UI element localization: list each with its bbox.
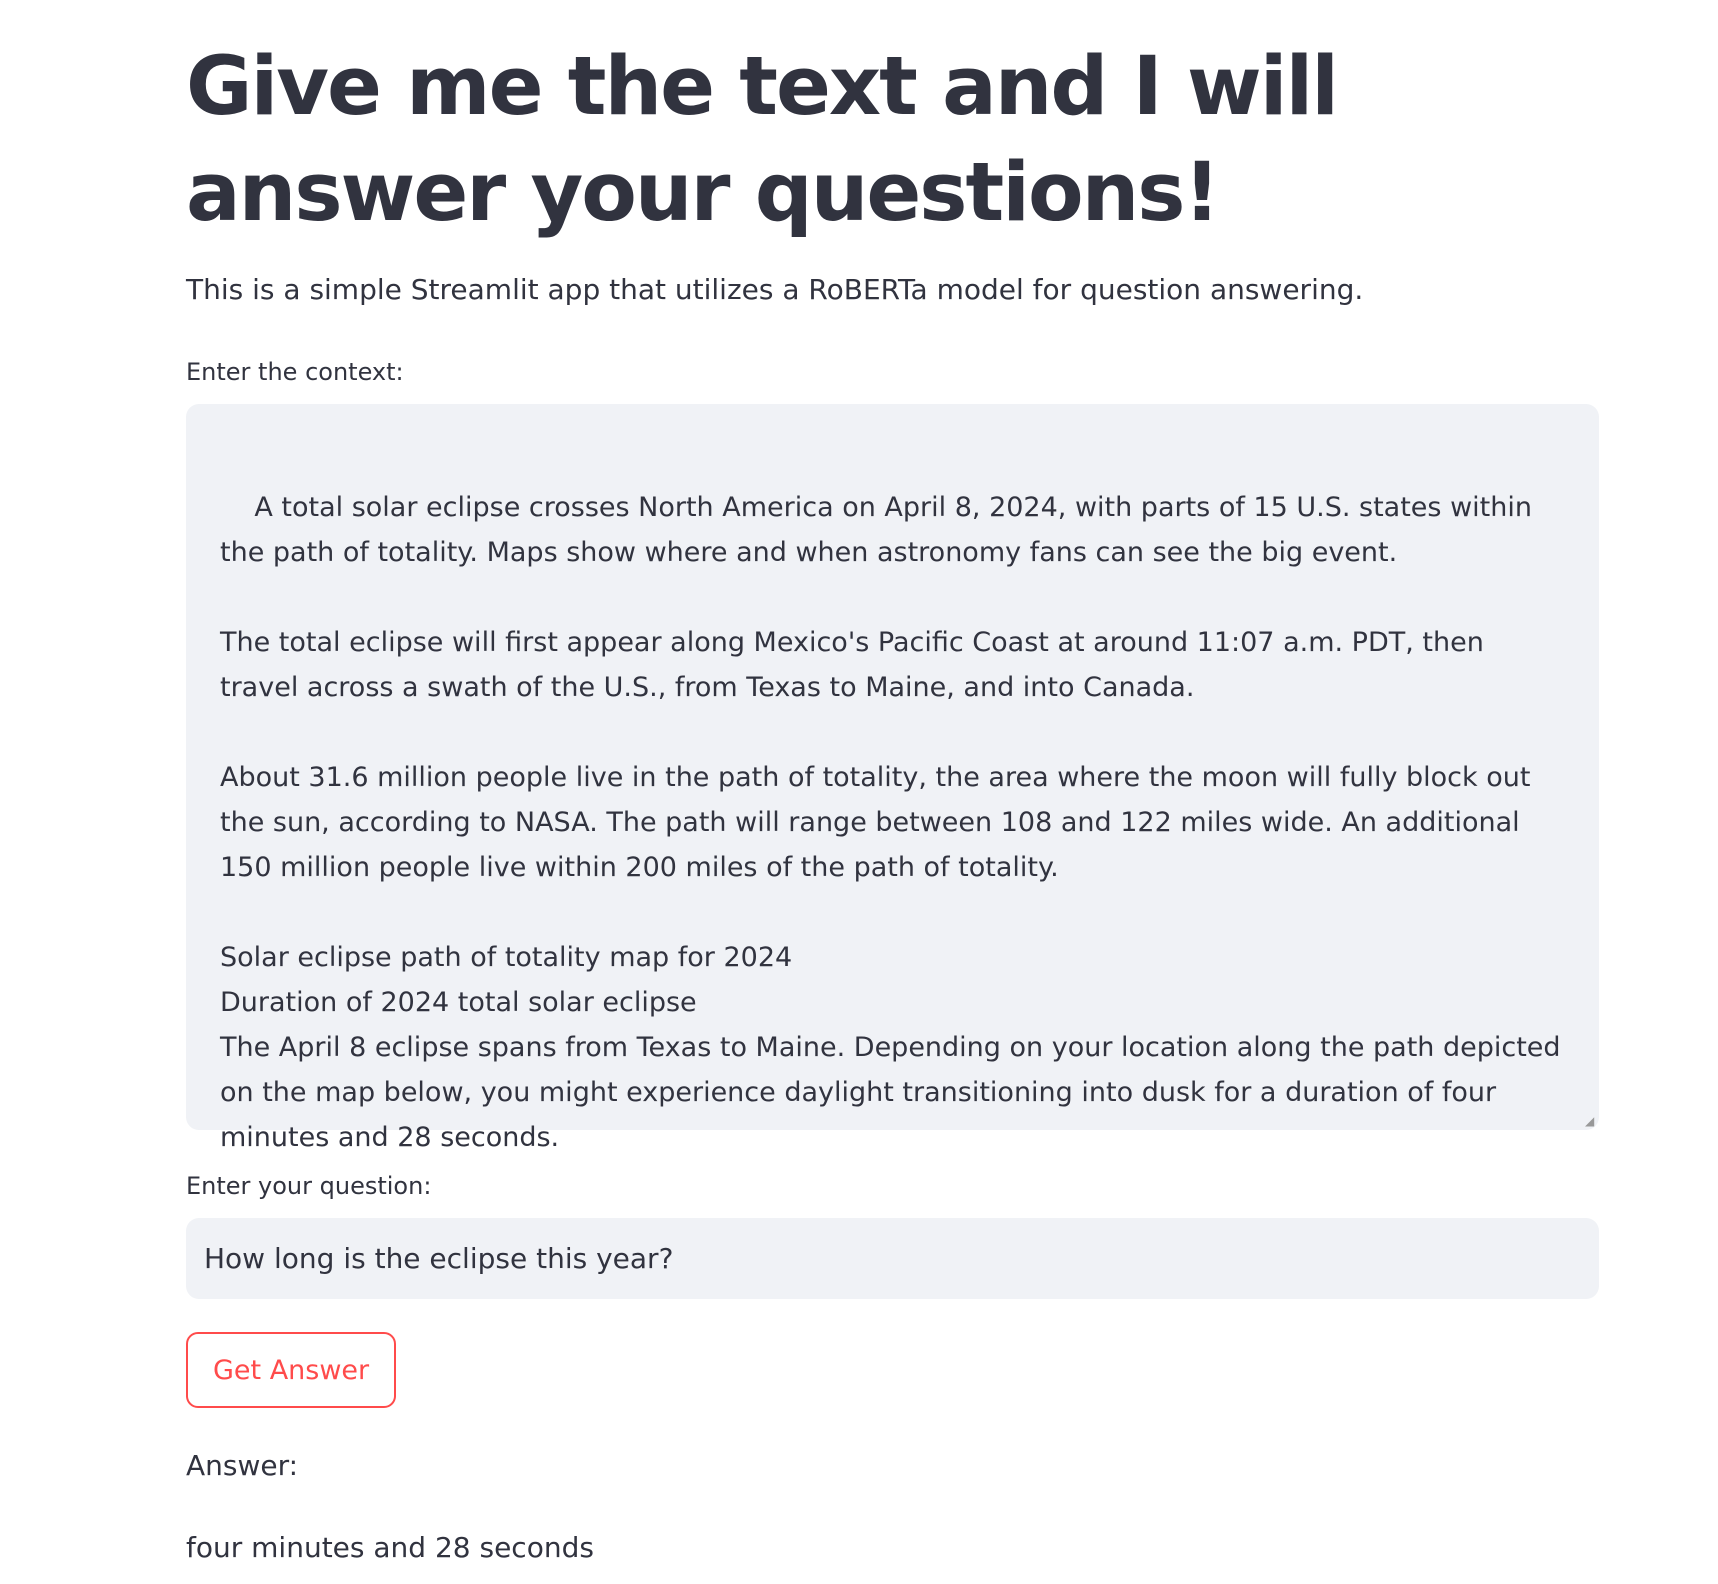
- context-text: A total solar eclipse crosses North America on April 8, 2024, with parts of 15 U.S. states within the path of totality. Maps show where and when astronomy fans can see the big event. The total eclipse will first appear along Mexico's Pacific Coast at around 11:07 a.m. PDT, then travel across a swath of the U.S., from Texas to Maine, and into Canada. About 31.6 million people live in the path of totality, the area where the moon will fully block out the sun, according to NASA. The path will range between 108 and 122 miles wide. An additional 150 million people live within 200 miles of the path of totality. Solar eclipse path of totality map for 2024 Duration of 2024 total solar eclipse The April 8 eclipse spans from Texas to Maine. Depending on your location along the path depicted on the map below, you might experience daylight transitioning into dusk for a duration of four minutes and 28 seconds.: [220, 492, 1561, 1153]
- question-label: Enter your question:: [186, 1172, 432, 1200]
- resize-handle-icon[interactable]: ◢: [1585, 1114, 1595, 1128]
- page-title: Give me the text and I will answer your questions!: [186, 40, 1338, 240]
- answer-text: four minutes and 28 seconds: [186, 1531, 594, 1564]
- question-input-value: How long is the eclipse this year?: [204, 1242, 674, 1275]
- get-answer-button[interactable]: Get Answer: [186, 1332, 396, 1408]
- question-input[interactable]: [186, 1218, 1599, 1299]
- answer-label: Answer:: [186, 1449, 299, 1482]
- context-label: Enter the context:: [186, 358, 404, 386]
- context-textarea[interactable]: [186, 404, 1599, 1153]
- app-description: This is a simple Streamlit app that utilizes a RoBERTa model for question answering.: [186, 273, 1364, 306]
